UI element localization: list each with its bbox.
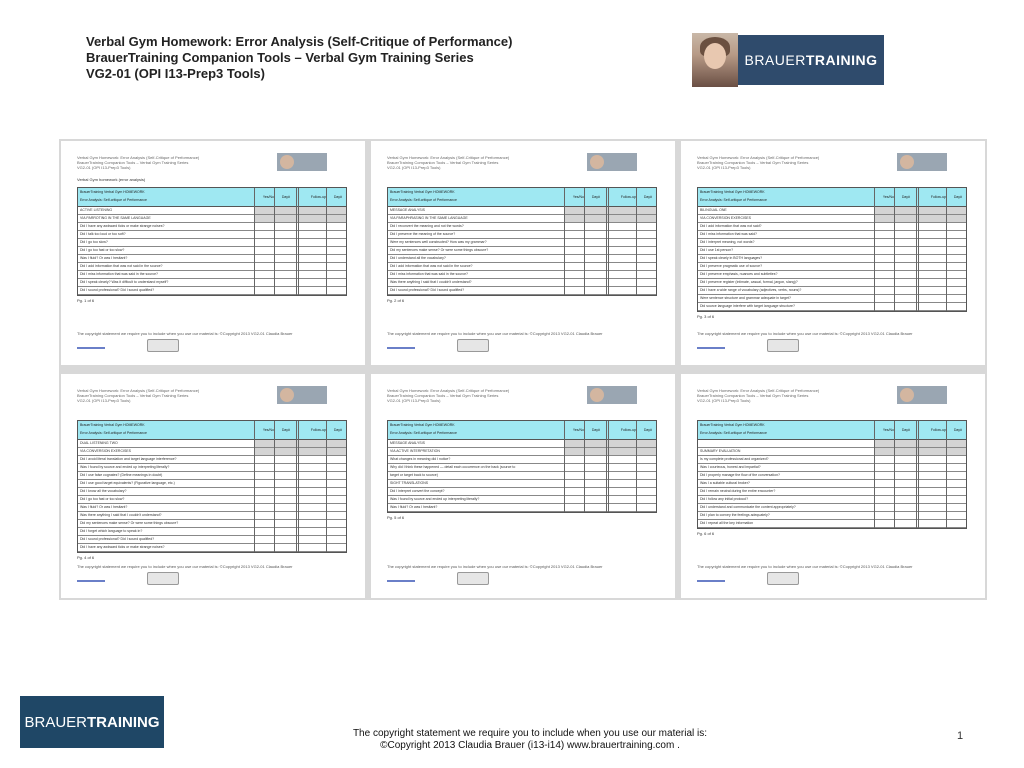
thumbnail-page-number: Pg. 1 of 6 (77, 298, 95, 303)
table-header-cell: Yes/No (262, 195, 274, 199)
table-header-row (78, 421, 346, 440)
creative-commons-badge (457, 339, 489, 352)
table-header-cell: Day# (281, 428, 290, 432)
table-header-row (388, 421, 656, 440)
table-header-cell: Yes/No (262, 428, 274, 432)
thumbnail-copyright: The copyright statement we require you to include when you use our material is: ©Copyright 2013 VG2-01 Claudia Brauer (387, 331, 603, 336)
table-row (698, 303, 966, 311)
table-row (78, 480, 346, 488)
table-row-label: Was I found by source and ended up interpreting literally? (390, 497, 480, 501)
table-row-label: Did I go too fast or too slow? (80, 248, 125, 252)
table-row (78, 520, 346, 528)
table-header-cell: Follow-up (310, 428, 326, 432)
table-row-label: Was there anything I said that I couldn't understand? (390, 280, 472, 284)
evaluation-table (387, 187, 657, 296)
table-row-label: Did I use good target equivalents? (Figurative language, etc.) (80, 481, 175, 485)
thumbnail-header (387, 388, 587, 403)
table-row (78, 207, 346, 215)
shaded-cell (874, 448, 966, 455)
table-row (78, 536, 346, 544)
table-row-label: Were my sentences well constructed? How was my grammar? (390, 240, 487, 244)
table-header-cell: Follow-up (310, 195, 326, 199)
thumbnail-header-line: VG2-01 (OPI I13-Prep3 Tools) (387, 165, 441, 170)
table-row (698, 239, 966, 247)
table-header-cell: Yes/No (882, 195, 894, 199)
table-row (78, 488, 346, 496)
table-row-label: Did I follow any initial protocol? (700, 497, 749, 501)
shaded-cell (874, 207, 966, 214)
author-photo (692, 33, 738, 87)
table-header-cell: Day# (591, 195, 600, 199)
table-row (78, 255, 346, 263)
table-header-cell: Follow-up (930, 195, 946, 199)
copyright-line-2: ©Copyright 2013 Claudia Brauer (i13-i14) www.brauertraining.com . (380, 740, 680, 751)
thumbnail-logo (587, 153, 637, 171)
table-row (698, 496, 966, 504)
thumbnail-header-line: VG2-01 (OPI I13-Prep3 Tools) (77, 165, 131, 170)
creative-commons-badge (457, 572, 489, 585)
table-row-label: Was there anything I said that I couldn't understand? (80, 513, 162, 517)
table-row (698, 215, 966, 223)
slide-title (86, 34, 686, 82)
thumbnail-link (77, 580, 105, 582)
evaluation-table (387, 420, 657, 513)
table-row (388, 496, 656, 504)
table-row (78, 448, 346, 456)
table-header-cell: Day# (281, 195, 290, 199)
evaluation-table (697, 187, 967, 312)
table-row-label: Did I remain neutral during the entire encounter? (700, 489, 776, 493)
table-row-label: Did I preserve register (intimate, casual, formal, jargon, slang)? (700, 280, 798, 284)
table-row-label: VIA PARAPHRASING IN THE SAME LANGUAGE (390, 216, 468, 220)
table-row (78, 247, 346, 255)
thumbnail-page-number: Pg. 3 of 6 (697, 314, 715, 319)
table-row (698, 488, 966, 496)
thumbnail-header-line: BrauerTraining Companion Tools – Verbal Gym Training Series (387, 393, 499, 398)
thumbnail-link (387, 347, 415, 349)
table-row-label: Was I found by source and ended up interpreting literally? (80, 465, 170, 469)
page-thumbnail (371, 141, 675, 365)
table-row-label: Did I interpret meaning, not words? (700, 240, 755, 244)
table-row-label: Did I preserve pragmatic use of source? (700, 264, 763, 268)
table-row (388, 215, 656, 223)
table-header-cell: BrauerTraining Verbal Gym HOMEWORK (80, 190, 145, 194)
table-row-label: target or target back to source) (390, 473, 438, 477)
table-row (698, 472, 966, 480)
thumbnail-header-line: Verbal Gym Homework: Error Analysis (Self-Critique of Performance) (77, 388, 200, 393)
thumbnail-header-line: BrauerTraining Companion Tools – Verbal Gym Training Series (77, 160, 189, 165)
table-row (388, 255, 656, 263)
table-row (388, 448, 656, 456)
footer-logo-light: BRAUER (24, 713, 87, 731)
photo-face (704, 43, 726, 69)
shaded-cell (564, 440, 656, 447)
table-row (78, 472, 346, 480)
table-row (78, 528, 346, 536)
title-line-3: VG2-01 (OPI I13-Prep3 Tools) (86, 66, 265, 81)
thumbnail-page-number: Pg. 4 of 6 (77, 555, 95, 560)
table-header-cell: BrauerTraining Verbal Gym HOMEWORK (390, 423, 455, 427)
table-row-label: Did I sound professional? Did I sound qualified? (80, 537, 155, 541)
table-header-cell: Error Analysis: Self-critique of Performance (390, 198, 457, 202)
shaded-cell (254, 440, 346, 447)
thumbnail-link (697, 347, 725, 349)
table-row-label: Did I use false cognates? (Define meanings in doubt) (80, 473, 163, 477)
thumbnail-header-line: VG2-01 (OPI I13-Prep3 Tools) (77, 398, 131, 403)
table-row (388, 263, 656, 271)
thumbnail-header-line: Verbal Gym Homework: Error Analysis (Self-Critique of Performance) (697, 388, 820, 393)
table-row (698, 295, 966, 303)
thumbnail-copyright: The copyright statement we require you to include when you use our material is: ©Copyright 2013 VG2-01 Claudia Brauer (387, 564, 603, 569)
table-row-label: Did I sound professional? Did I sound qualified? (390, 288, 465, 292)
thumbnail-header (697, 388, 897, 403)
thumbnail-logo (277, 386, 327, 404)
table-row (698, 231, 966, 239)
table-header-cell: Day# (643, 428, 652, 432)
table-row-label: Was I fluid? Or was I hesitant? (390, 505, 438, 509)
table-row-label: Did I avoid literal translation and target language interference? (80, 457, 177, 461)
table-row (388, 440, 656, 448)
table-row-label: Did I add information that was not said in the source? (80, 264, 163, 268)
table-row-label: ACTIVE LISTENING (80, 208, 113, 212)
table-header-row (698, 188, 966, 207)
thumbnail-header (77, 388, 277, 403)
table-row (698, 448, 966, 456)
table-header-cell: Day# (901, 195, 910, 199)
table-row-label: Were sentence structure and grammar adequate in target? (700, 296, 791, 300)
table-row (388, 239, 656, 247)
shaded-cell (254, 207, 346, 214)
thumbnail-page-number: Pg. 5 of 6 (387, 515, 405, 520)
thumbnail-page-number: Pg. 2 of 6 (387, 298, 405, 303)
shaded-cell (564, 215, 656, 222)
table-row (78, 271, 346, 279)
table-row (388, 456, 656, 464)
creative-commons-badge (767, 339, 799, 352)
logo-bold-text: TRAINING (805, 52, 878, 68)
table-header-cell: BrauerTraining Verbal Gym HOMEWORK (80, 423, 145, 427)
table-row (388, 271, 656, 279)
table-header-cell: Day# (333, 195, 342, 199)
table-header-cell: Day# (591, 428, 600, 432)
table-row (698, 223, 966, 231)
table-header-cell: Error Analysis: Self-critique of Performance (700, 431, 767, 435)
table-row (388, 279, 656, 287)
table-header-cell: Yes/No (882, 428, 894, 432)
table-row-label: MESSAGE ANALYSIS (390, 441, 425, 445)
table-row (698, 255, 966, 263)
thumbnail-link (697, 580, 725, 582)
table-row (698, 520, 966, 528)
shaded-cell (254, 448, 346, 455)
table-row-label: Did I add information that was not said in the source? (390, 264, 473, 268)
table-row-label: Why did I think these happened — detail each occurrence on the back (source to (390, 465, 516, 469)
table-row-label: Did I reconvert the meaning and not the words? (390, 224, 464, 228)
table-row-label: Did source language interfere with target language structure? (700, 304, 795, 308)
table-row-label: Did I miss information that was said in the source? (390, 272, 469, 276)
table-row-label: SUMMARY EVALUATION (700, 449, 741, 453)
thumbnail-page-number: Pg. 6 of 6 (697, 531, 715, 536)
table-header-cell: Follow-up (620, 428, 636, 432)
table-row-label: Did my sentences make sense? Or were some things obscure? (80, 521, 179, 525)
table-row-label: SIGHT TRANSLATIONS (390, 481, 429, 485)
table-row-label: Did I speak clearly? Was it difficult to understand myself? (80, 280, 169, 284)
table-header-cell: Error Analysis: Self-critique of Performance (700, 198, 767, 202)
table-row (698, 207, 966, 215)
thumbnail-header-line: BrauerTraining Companion Tools – Verbal Gym Training Series (387, 160, 499, 165)
table-header-cell: Error Analysis: Self-critique of Performance (390, 431, 457, 435)
table-row-label: Was I courteous, honest and impartial? (700, 465, 761, 469)
table-row (78, 263, 346, 271)
thumbnail-header (697, 155, 897, 170)
table-header-cell: Follow-up (930, 428, 946, 432)
table-header-cell: Day# (953, 195, 962, 199)
table-row (78, 512, 346, 520)
table-header-cell: Yes/No (572, 195, 584, 199)
table-header-cell: BrauerTraining Verbal Gym HOMEWORK (700, 190, 765, 194)
table-row (78, 504, 346, 512)
table-row (698, 247, 966, 255)
table-row-label: DUAL LISTENING TWO (80, 441, 118, 445)
table-row-label: BILINGUAL ONE (700, 208, 727, 212)
table-header-cell: Error Analysis: Self-critique of Performance (80, 431, 147, 435)
table-row (388, 207, 656, 215)
table-row-label: Was I fluid? Or was I hesitant? (80, 256, 128, 260)
table-row-label: What changes in meaning did I notice? (390, 457, 451, 461)
table-row-label: Did I interpret convert the concept? (390, 489, 445, 493)
table-row (388, 223, 656, 231)
table-row (388, 488, 656, 496)
creative-commons-badge (147, 572, 179, 585)
thumbnail-logo (277, 153, 327, 171)
page-thumbnail (61, 141, 365, 365)
table-row-label: Did I speak clearly in BOTH languages? (700, 256, 763, 260)
evaluation-table (77, 187, 347, 296)
table-header-cell: Follow-up (620, 195, 636, 199)
table-row-label: Did I properly manage the flow of the conversation? (700, 473, 780, 477)
table-header-cell: Error Analysis: Self-critique of Performance (80, 198, 147, 202)
table-header-cell: BrauerTraining Verbal Gym HOMEWORK (700, 423, 765, 427)
table-row-label: Did I plan to convey the feelings adequately? (700, 513, 770, 517)
table-row-label: Was I fluid? Or was I hesitant? (80, 505, 128, 509)
table-row-label: Did I preserve emphasis, nuances and subtleties? (700, 272, 778, 276)
creative-commons-badge (767, 572, 799, 585)
thumbnail-copyright: The copyright statement we require you to include when you use our material is: ©Copyright 2013 VG2-01 Claudia Brauer (697, 564, 913, 569)
table-row (78, 496, 346, 504)
creative-commons-badge (147, 339, 179, 352)
table-row-label: Is my complete professional and organized? (700, 457, 769, 461)
brand-logo-header (738, 35, 884, 85)
thumbnail-link (387, 580, 415, 582)
table-row (78, 456, 346, 464)
table-row-label: Did I go too fast or too slow? (80, 497, 125, 501)
evaluation-table (77, 420, 347, 553)
table-header-row (698, 421, 966, 440)
table-row-label: Did I talk too loud or too soft? (80, 232, 126, 236)
page-thumbnail (681, 141, 985, 365)
thumbnail-header (77, 155, 277, 170)
thumbnail-header-line: BrauerTraining Companion Tools – Verbal Gym Training Series (77, 393, 189, 398)
shaded-cell (254, 215, 346, 222)
table-row (698, 263, 966, 271)
table-row-label: Did I have any awkward ticks or make strange noises? (80, 545, 165, 549)
brand-logo-footer (20, 696, 164, 748)
table-row-label: Did my sentences make sense? Or were some things obscure? (390, 248, 489, 252)
table-row (388, 287, 656, 295)
table-row (78, 215, 346, 223)
thumbnail-link (77, 347, 105, 349)
logo-light-text: BRAUER (744, 52, 806, 68)
table-row (388, 504, 656, 512)
table-header-cell: Day# (643, 195, 652, 199)
shaded-cell (564, 448, 656, 455)
copyright-line-1: The copyright statement we require you to include when you use our material is: (352, 728, 708, 739)
page-thumbnail (681, 374, 985, 598)
table-header-row (388, 188, 656, 207)
table-row-label: VIA ACTIVE INTERPRETATION (390, 449, 440, 453)
table-row (78, 440, 346, 448)
table-row-label: VIA PARROTING IN THE SAME LANGUAGE (80, 216, 151, 220)
table-row (78, 223, 346, 231)
table-header-cell: Day# (333, 428, 342, 432)
table-row-label: Did I add information that was not said? (700, 224, 762, 228)
shaded-cell (874, 215, 966, 222)
thumbnail-header-line: Verbal Gym Homework: Error Analysis (Self-Critique of Performance) (697, 155, 820, 160)
table-row-label: Did I know all the vocabulary? (80, 489, 127, 493)
thumbnail-header (387, 155, 587, 170)
table-row-label: Did I miss information that was said? (700, 232, 757, 236)
footer-logo-bold: TRAINING (87, 713, 160, 731)
table-row-label: Did I understand and communicate the content appropriately? (700, 505, 796, 509)
table-row (78, 239, 346, 247)
table-row-label: Did I sound professional? Did I sound qualified? (80, 288, 155, 292)
thumbnail-header-line: VG2-01 (OPI I13-Prep3 Tools) (697, 398, 751, 403)
table-row (388, 231, 656, 239)
table-row (698, 512, 966, 520)
table-row-label: MESSAGE ANALYSIS (390, 208, 425, 212)
thumbnail-copyright: The copyright statement we require you to include when you use our material is: ©Copyright 2013 VG2-01 Claudia Brauer (77, 331, 293, 336)
table-row-label: Did I preserve the meaning of the source? (390, 232, 456, 236)
table-row (388, 480, 656, 488)
table-row (388, 247, 656, 255)
thumbnail-header-line: VG2-01 (OPI I13-Prep3 Tools) (387, 398, 441, 403)
table-row-label: Did I have a wide range of vocabulary (adjectives, verbs, nouns)? (700, 288, 802, 292)
copyright-statement (300, 728, 760, 752)
table-row (78, 544, 346, 552)
thumbnail-header-line: BrauerTraining Companion Tools – Verbal Gym Training Series (697, 160, 809, 165)
thumbnail-copyright: The copyright statement we require you to include when you use our material is: ©Copyright 2013 VG2-01 Claudia Brauer (697, 331, 913, 336)
title-line-1: Verbal Gym Homework: Error Analysis (Self-Critique of Performance) (86, 34, 513, 49)
table-row-label: Did I forget which language to speak in? (80, 529, 143, 533)
thumbnail-header-line: Verbal Gym Homework: Error Analysis (Self-Critique of Performance) (387, 155, 510, 160)
table-row (388, 464, 656, 472)
shaded-cell (564, 207, 656, 214)
table-row-label: Did I repeat all the key information (700, 521, 754, 525)
table-row (698, 271, 966, 279)
table-row (698, 456, 966, 464)
shaded-cell (874, 440, 966, 447)
table-row-label: Did I miss information that was said in the source? (80, 272, 159, 276)
table-header-cell: BrauerTraining Verbal Gym HOMEWORK (390, 190, 455, 194)
table-row (388, 472, 656, 480)
table-row (698, 464, 966, 472)
table-row (78, 464, 346, 472)
table-header-cell: Yes/No (572, 428, 584, 432)
table-row (698, 480, 966, 488)
table-row (78, 231, 346, 239)
table-header-cell: Day# (953, 428, 962, 432)
table-row (698, 287, 966, 295)
thumbnail-header-line: Verbal Gym Homework: Error Analysis (Self-Critique of Performance) (77, 155, 200, 160)
table-row (78, 287, 346, 295)
table-row (78, 279, 346, 287)
slide-number: 1 (957, 730, 964, 742)
table-row-label: Was I a suitable cultural broker? (700, 481, 750, 485)
title-line-2: BrauerTraining Companion Tools – Verbal Gym Training Series (86, 50, 474, 65)
thumbnail-logo (897, 153, 947, 171)
table-row (698, 504, 966, 512)
table-row-label: Did I understand all the vocabulary? (390, 256, 446, 260)
thumbnail-logo (897, 386, 947, 404)
thumbnail-header-line: Verbal Gym Homework: Error Analysis (Self-Critique of Performance) (387, 388, 510, 393)
table-row-label: VIA CONVERSION EXERCISES (700, 216, 751, 220)
thumbnail-header-line: BrauerTraining Companion Tools – Verbal Gym Training Series (697, 393, 809, 398)
table-row (698, 440, 966, 448)
table-header-row (78, 188, 346, 207)
thumbnail-logo (587, 386, 637, 404)
evaluation-table (697, 420, 967, 529)
table-header-cell: Day# (901, 428, 910, 432)
table-row-label: Did I go too slow? (80, 240, 108, 244)
thumbnail-copyright: The copyright statement we require you to include when you use our material is: ©Copyright 2013 VG2-01 Claudia Brauer (77, 564, 293, 569)
thumbnail-header-line: VG2-01 (OPI I13-Prep3 Tools) (697, 165, 751, 170)
page-thumbnail-grid (59, 139, 987, 600)
page-thumbnail (371, 374, 675, 598)
thumbnail-subtitle: Verbal Gym homework (error analysis) (77, 177, 146, 182)
page-thumbnail (61, 374, 365, 598)
table-row-label: Did I use 1st person? (700, 248, 734, 252)
table-row-label: Did I have any awkward ticks or make strange noises? (80, 224, 165, 228)
table-row (698, 279, 966, 287)
table-row-label: VIA CONVERSION EXERCISES (80, 449, 131, 453)
